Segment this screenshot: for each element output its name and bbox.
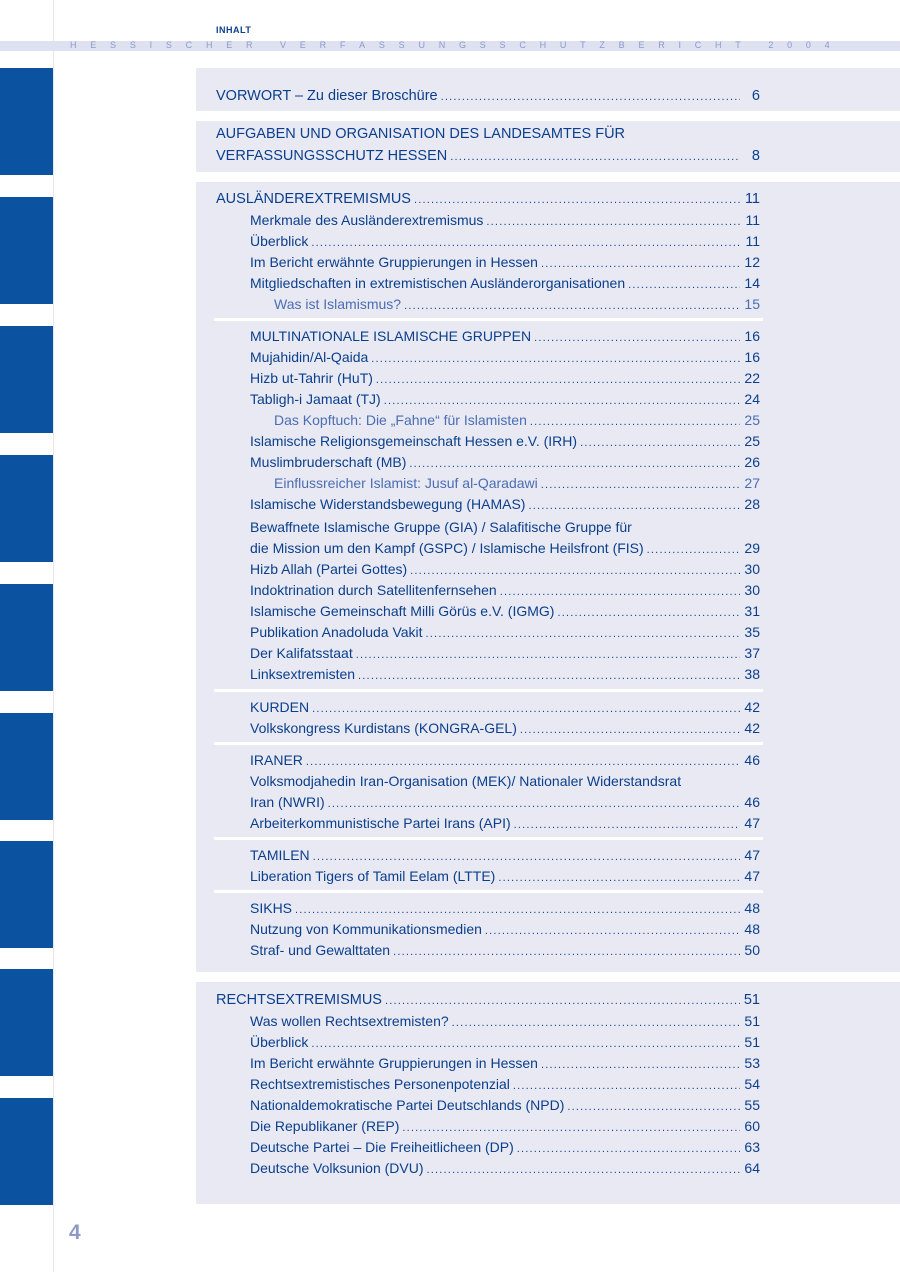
toc-entry-page: 42 [744, 699, 760, 715]
toc-entry[interactable] [250, 348, 760, 368]
running-title-letter: S [129, 40, 136, 50]
running-title-letter: E [226, 40, 233, 50]
toc-entry[interactable] [250, 1117, 760, 1137]
toc-entry-page: 64 [744, 1160, 760, 1176]
toc-entry-title: Liberation Tigers of Tamil Eelam (LTTE) [250, 868, 496, 884]
toc-entry-page: 37 [744, 645, 760, 661]
toc-entry-title: SIKHS [250, 900, 293, 916]
toc-leader-dots [295, 901, 740, 919]
toc-leader-dots [414, 191, 740, 209]
side-tab [0, 713, 53, 820]
toc-entry[interactable] [250, 1096, 760, 1116]
toc-entry[interactable] [216, 991, 760, 1010]
running-title-letter: C [519, 40, 526, 50]
toc-leader-dots [534, 329, 740, 347]
toc-leader-dots [647, 541, 740, 559]
toc-divider [214, 742, 763, 745]
toc-entry[interactable] [250, 453, 760, 473]
page-number: 4 [69, 1221, 81, 1244]
toc-entry-page: 16 [744, 328, 760, 344]
toc-leader-dots [404, 297, 740, 315]
running-title-letter: R [245, 40, 253, 50]
toc-entry-title: Hizb ut-Tahrir (HuT) [250, 370, 373, 386]
toc-entry-title: Der Kalifatsstaat [250, 645, 353, 661]
toc-entry-title: Mitgliedschaften in extremistischen Ausländerorganisationen [250, 275, 626, 291]
toc-entry-page: 42 [744, 720, 760, 736]
toc-entry-title: Deutsche Volksunion (DVU) [250, 1160, 424, 1176]
toc-entry-page: 24 [744, 391, 760, 407]
toc-entry-page: 48 [744, 921, 760, 937]
toc-leader-dots [306, 753, 740, 771]
toc-section-vorwort [196, 68, 900, 111]
running-title-letter: H [70, 40, 77, 50]
toc-entry[interactable] [250, 846, 760, 866]
toc-entry-page: 30 [744, 582, 760, 598]
toc-entry-page: 12 [744, 254, 760, 270]
side-tab [0, 969, 53, 1076]
toc-entry[interactable] [250, 899, 760, 919]
toc-entry-title: RECHTSEXTREMISMUS [216, 992, 382, 1008]
toc-leader-dots [356, 646, 740, 664]
toc-entry[interactable] [216, 125, 760, 143]
toc-leader-dots [520, 721, 740, 739]
running-title-letter: E [638, 40, 645, 50]
toc-entry-page: 29 [744, 540, 760, 556]
toc-entry[interactable] [250, 793, 760, 813]
toc-section-rechts [196, 982, 900, 1204]
toc-leader-dots [426, 625, 740, 643]
side-tab [0, 1098, 53, 1205]
toc-entry-page: 25 [744, 433, 760, 449]
toc-entry-page: 60 [744, 1118, 760, 1134]
toc-leader-dots [580, 434, 740, 452]
toc-leader-dots [410, 562, 740, 580]
side-tab [0, 197, 53, 304]
toc-entry-page: 35 [744, 624, 760, 640]
toc-leader-dots [328, 795, 740, 813]
toc-entry-title: Mujahidin/Al-Qaida [250, 349, 369, 365]
toc-leader-dots [452, 1014, 740, 1032]
toc-leader-dots [500, 583, 740, 601]
toc-entry-title: Volkskongress Kurdistans (KONGRA-GEL) [250, 720, 517, 736]
side-tab [0, 584, 53, 691]
toc-entry-title: VERFASSUNGSSCHUTZ HESSEN [216, 148, 448, 164]
toc-entry-page: 38 [744, 666, 760, 682]
toc-leader-dots [393, 943, 740, 961]
toc-entry-page: 27 [744, 475, 760, 491]
toc-leader-dots [402, 1119, 740, 1137]
toc-entry-title: Die Republikaner (REP) [250, 1118, 400, 1134]
side-tab [0, 841, 53, 948]
toc-entry[interactable] [250, 432, 760, 452]
toc-entry[interactable] [250, 941, 760, 961]
toc-divider [214, 318, 763, 321]
toc-entry-page: 53 [744, 1055, 760, 1071]
toc-entry-title: Islamische Gemeinschaft Milli Görüs e.V. (IGMG) [250, 603, 555, 619]
toc-entry[interactable] [250, 1159, 760, 1179]
toc-entry-title: Nutzung von Kommunikationsmedien [250, 921, 482, 937]
toc-entry-page: 28 [744, 496, 760, 512]
toc-entry[interactable] [274, 295, 760, 315]
toc-entry-title: Überblick [250, 233, 309, 249]
toc-leader-dots [530, 413, 740, 431]
toc-entry-page: 26 [744, 454, 760, 470]
toc-entry[interactable] [250, 253, 760, 273]
running-title [70, 40, 830, 50]
toc-entry[interactable] [250, 232, 760, 252]
toc-entry[interactable] [250, 719, 760, 739]
toc-entry[interactable] [250, 539, 760, 559]
toc-entry-title: Überblick [250, 1034, 309, 1050]
toc-entry-title: Tabligh-i Jamaat (TJ) [250, 391, 381, 407]
running-title-letter: E [299, 40, 306, 50]
running-title-letter: V [280, 40, 287, 50]
toc-entry[interactable] [250, 1075, 760, 1095]
toc-entry-page: 14 [744, 275, 760, 291]
toc-entry-title: Einflussreicher Islamist: Jusuf al-Qaradawi [274, 475, 538, 491]
toc-entry-page: 8 [751, 148, 760, 164]
side-tab [0, 68, 53, 175]
toc-entry[interactable] [250, 920, 760, 940]
toc-entry[interactable] [250, 327, 760, 347]
toc-entry-page: 46 [744, 752, 760, 768]
running-title-letter: 2 [768, 40, 774, 50]
toc-entry[interactable] [250, 211, 760, 231]
toc-leader-dots [376, 371, 740, 389]
running-title-letter: S [378, 40, 385, 50]
toc-entry-page: 50 [744, 942, 760, 958]
toc-entry-page: 54 [744, 1076, 760, 1092]
toc-leader-dots [541, 476, 740, 494]
toc-entry-title: Rechtsextremistisches Personenpotenzial [250, 1076, 510, 1092]
toc-entry[interactable] [250, 518, 760, 536]
toc-entry-page: 47 [744, 815, 760, 831]
toc-section-aufgaben [196, 121, 900, 172]
toc-entry-title: Linksextremisten [250, 666, 356, 682]
toc-entry-title: Im Bericht erwähnte Gruppierungen in Hessen [250, 254, 538, 270]
running-title-letter: I [149, 40, 153, 50]
toc-entry[interactable] [250, 1033, 760, 1053]
toc-entry-title: Was ist Islamismus? [274, 296, 402, 312]
toc-entry-page: 47 [744, 847, 760, 863]
toc-leader-dots [311, 234, 740, 252]
running-title-letter: E [90, 40, 97, 50]
toc-leader-dots [567, 1098, 740, 1116]
running-title-letter: T [580, 40, 586, 50]
running-title-letter: I [678, 40, 681, 50]
running-title-letter: S [110, 40, 117, 50]
toc-entry[interactable] [250, 1138, 760, 1158]
toc-entry-page: 6 [751, 88, 760, 104]
toc-entry[interactable] [216, 87, 760, 106]
toc-leader-dots [358, 667, 740, 685]
running-title-letter: G [458, 40, 466, 50]
toc-entry[interactable] [250, 623, 760, 643]
toc-divider [214, 890, 763, 893]
toc-entry-title: Publikation Anadoluda Vakit [250, 624, 423, 640]
toc-entry[interactable] [250, 369, 760, 389]
toc-entry[interactable] [250, 644, 760, 664]
toc-entry-title: Iran (NWRI) [250, 794, 325, 810]
toc-entry-page: 51 [744, 1034, 760, 1050]
toc-entry-title: AUFGABEN UND ORGANISATION DES LANDESAMTES FÜR [216, 126, 626, 142]
toc-entry-title: Das Kopftuch: Die „Fahne“ für Islamisten [274, 412, 527, 428]
toc-entry[interactable] [250, 390, 760, 410]
toc-leader-dots [409, 455, 740, 473]
running-title-letter: H [205, 40, 213, 50]
toc-divider [214, 837, 763, 840]
running-title-letter: U [559, 40, 567, 50]
toc-leader-dots [312, 700, 740, 718]
running-title-letter: F [339, 40, 346, 50]
toc-leader-dots [311, 1035, 740, 1053]
toc-leader-dots [528, 497, 740, 515]
toc-entry[interactable] [250, 1054, 760, 1074]
toc-entry-page: 11 [745, 233, 760, 249]
toc-entry-page: 25 [744, 412, 760, 428]
toc-entry-title: KURDEN [250, 699, 310, 715]
toc-entry[interactable] [216, 147, 760, 166]
running-title-letter: B [618, 40, 625, 50]
toc-entry-page: 16 [744, 349, 760, 365]
toc-entry[interactable] [250, 274, 760, 294]
toc-entry[interactable] [250, 560, 760, 580]
toc-leader-dots [384, 392, 740, 410]
toc-entry[interactable] [274, 411, 760, 431]
toc-leader-dots [441, 88, 740, 106]
toc-entry[interactable] [250, 495, 760, 515]
toc-entry-title: Indoktrination durch Satellitenfernsehen [250, 582, 497, 598]
toc-entry-page: 11 [745, 212, 760, 228]
toc-leader-dots [498, 869, 740, 887]
toc-entry-title: Im Bericht erwähnte Gruppierungen in Hessen [250, 1055, 538, 1071]
running-title-letter: N [438, 40, 446, 50]
toc-entry-title: MULTINATIONALE ISLAMISCHE GRUPPEN [250, 328, 532, 344]
toc-entry-page: 46 [744, 794, 760, 810]
running-title-letter: A [359, 40, 366, 50]
toc-leader-dots [517, 1140, 740, 1158]
toc-entry-page: 48 [744, 900, 760, 916]
toc-entry-page: 22 [744, 370, 760, 386]
toc-entry-title: Arbeiterkommunistische Partei Irans (API) [250, 815, 511, 831]
toc-entry[interactable] [250, 665, 760, 685]
toc-entry-page: 63 [744, 1139, 760, 1155]
running-title-letter: 4 [824, 40, 830, 50]
toc-entry-page: 30 [744, 561, 760, 577]
section-label: INHALT [216, 25, 252, 35]
toc-entry[interactable] [250, 814, 760, 834]
running-title-letter: S [479, 40, 486, 50]
toc-entry[interactable] [250, 581, 760, 601]
running-title-letter: C [694, 40, 702, 50]
toc-entry[interactable] [274, 474, 760, 494]
toc-entry-title: Deutsche Partei – Die Freiheitlicheen (DP) [250, 1139, 514, 1155]
toc-entry-page: 11 [744, 191, 760, 207]
toc-entry-page: 55 [744, 1097, 760, 1113]
toc-entry[interactable] [250, 698, 760, 718]
toc-entry-title: Muslimbruderschaft (MB) [250, 454, 407, 470]
running-title-letter: 0 [787, 40, 793, 50]
toc-entry[interactable] [250, 867, 760, 887]
toc-leader-dots [628, 276, 740, 294]
toc-leader-dots [514, 816, 740, 834]
running-title-letter: T [735, 40, 741, 50]
toc-leader-dots [371, 350, 740, 368]
toc-entry-title: Volksmodjahedin Iran-Organisation (MEK)/ Nationaler Widerstandsrat [250, 773, 682, 789]
toc-entry-page: 51 [743, 992, 760, 1008]
toc-entry-page: 47 [744, 868, 760, 884]
toc-entry-title: Islamische Religionsgemeinschaft Hessen e.V. (IRH) [250, 433, 578, 449]
toc-entry-title: Merkmale des Ausländerextremismus [250, 212, 484, 228]
running-title-letter: C [185, 40, 193, 50]
toc-entry-title: die Mission um den Kampf (GSPC) / Islamische Heilsfront (FIS) [250, 540, 644, 556]
toc-entry[interactable] [250, 751, 760, 771]
toc-entry-title: IRANER [250, 752, 303, 768]
running-title-letter: S [499, 40, 506, 50]
side-tab [0, 455, 53, 562]
toc-entry-title: Nationaldemokratische Partei Deutschlands (NPD) [250, 1097, 565, 1113]
toc-divider [214, 689, 763, 692]
running-title-letter: Z [599, 40, 605, 50]
running-title-letter: H [715, 40, 722, 50]
toc-leader-dots [313, 848, 740, 866]
toc-entry-title: AUSLÄNDEREXTREMISMUS [216, 191, 411, 207]
running-title-letter: 0 [805, 40, 811, 50]
toc-entry-page: 15 [744, 296, 760, 312]
toc-leader-dots [427, 1161, 740, 1179]
toc-leader-dots [541, 255, 740, 273]
toc-leader-dots [385, 992, 740, 1010]
toc-entry-page: 31 [744, 603, 760, 619]
margin-rule [53, 0, 54, 1272]
toc-leader-dots [541, 1056, 740, 1074]
toc-entry[interactable] [250, 602, 760, 622]
toc-section-auslaender [196, 182, 900, 972]
toc-leader-dots [450, 148, 740, 166]
toc-leader-dots [557, 604, 740, 622]
toc-entry-title: Straf- und Gewalttaten [250, 942, 391, 958]
toc-leader-dots [513, 1077, 740, 1095]
toc-entry[interactable] [250, 1012, 760, 1032]
toc-entry-title: TAMILEN [250, 847, 310, 863]
side-tab [0, 326, 53, 433]
toc-entry-title: VORWORT – Zu dieser Broschüre [216, 88, 438, 104]
running-title-letter: U [418, 40, 425, 50]
toc-entry-title: Bewaffnete Islamische Gruppe (GIA) / Salafitische Gruppe für [250, 519, 632, 535]
running-title-letter: R [319, 40, 327, 50]
toc-entry-title: Was wollen Rechtsextremisten? [250, 1013, 449, 1029]
running-title-letter: R [658, 40, 665, 50]
toc-leader-dots [485, 922, 740, 940]
running-title-letter: S [165, 40, 172, 50]
toc-entry-title: Hizb Allah (Partei Gottes) [250, 561, 408, 577]
running-title-letter: H [539, 40, 547, 50]
toc-leader-dots [486, 213, 740, 231]
toc-entry-title: Islamische Widerstandsbewegung (HAMAS) [250, 496, 526, 512]
running-title-letter: S [398, 40, 405, 50]
toc-entry-page: 51 [744, 1013, 760, 1029]
toc-entry[interactable] [250, 772, 760, 790]
toc-entry[interactable] [216, 190, 760, 209]
